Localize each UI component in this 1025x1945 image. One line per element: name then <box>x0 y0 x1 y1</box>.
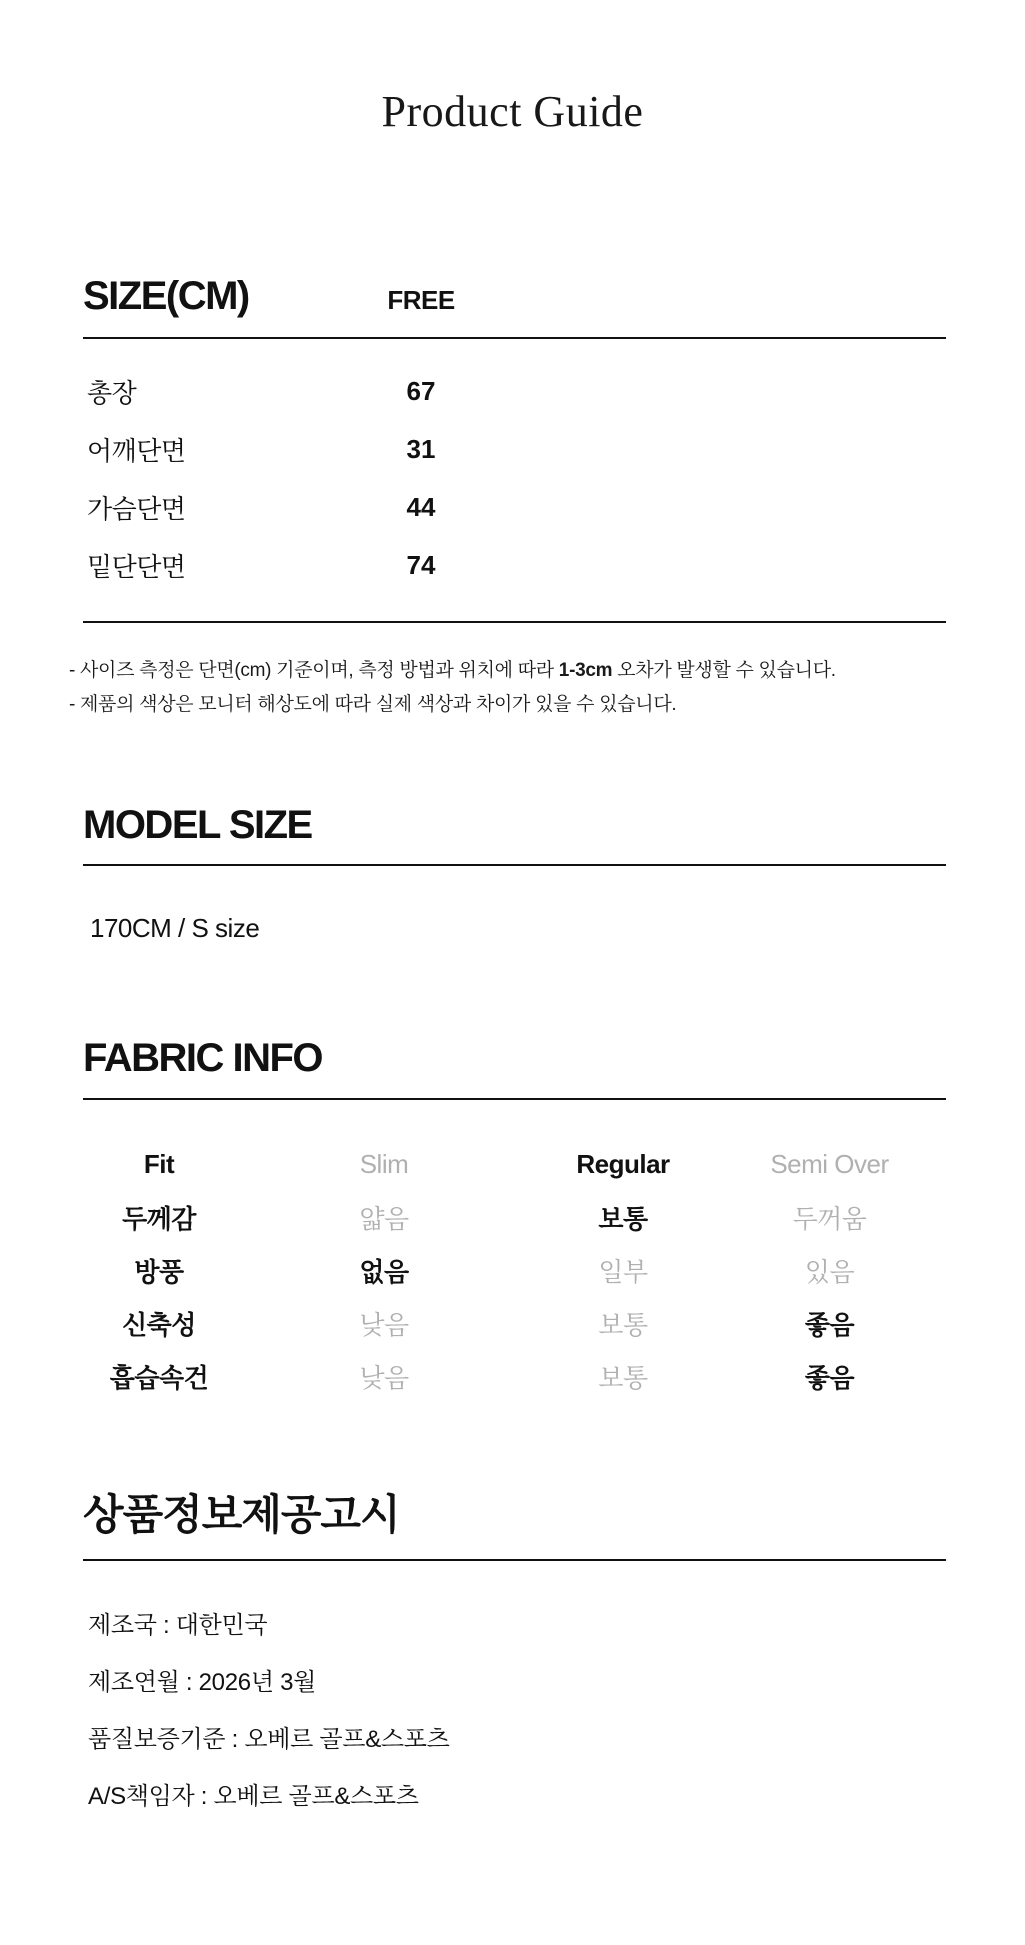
size-row-value: 31 <box>406 434 436 465</box>
table-row <box>83 479 946 537</box>
model-size-heading: MODEL SIZE <box>83 802 312 847</box>
note-line <box>69 654 946 688</box>
size-row-label: 밑단단면 <box>87 552 186 583</box>
fabric-cell: 보통 <box>598 1362 648 1393</box>
size-column-header: FREE <box>387 284 455 315</box>
fabric-row <box>83 1297 946 1350</box>
model-size-value: 170CM / S size <box>90 912 260 943</box>
divider <box>83 1559 946 1561</box>
fabric-row <box>83 1350 946 1403</box>
table-row <box>83 363 946 421</box>
divider <box>83 1098 946 1100</box>
model-size-section <box>83 802 946 943</box>
fabric-cell: 두꺼움 <box>792 1203 867 1234</box>
fabric-row-label: 신축성 <box>122 1309 196 1340</box>
size-row-value: 74 <box>406 550 436 581</box>
fabric-cell: 일부 <box>598 1256 648 1287</box>
product-info-list <box>83 1611 946 1812</box>
fabric-row <box>83 1138 946 1191</box>
page-title: Product Guide <box>381 87 644 136</box>
fabric-row-label: Fit <box>143 1148 175 1179</box>
note-text-bold: 1-3cm <box>558 659 613 681</box>
note-text: 오차가 발생할 수 있습니다. <box>612 659 836 681</box>
product-info-item: 제조국 : 대한민국 <box>88 1611 268 1639</box>
fabric-row <box>83 1191 946 1244</box>
divider <box>83 864 946 866</box>
fabric-cell: 낮음 <box>359 1362 409 1393</box>
fabric-cell: 보통 <box>598 1203 648 1234</box>
product-info-item: 품질보증기준 : 오베르 골프&스포츠 <box>88 1725 450 1753</box>
size-notes <box>69 654 946 722</box>
divider <box>83 621 946 623</box>
size-heading: SIZE(CM) <box>83 273 249 318</box>
fabric-info-section <box>83 1035 946 1403</box>
size-row-label: 총장 <box>87 378 137 409</box>
size-row-value: 44 <box>406 492 436 523</box>
fabric-info-heading: FABRIC INFO <box>83 1035 323 1080</box>
fabric-cell: 얇음 <box>359 1203 409 1234</box>
fabric-cell: Regular <box>576 1148 670 1179</box>
fabric-cell: 있음 <box>804 1256 855 1287</box>
size-row-label: 어깨단면 <box>87 436 186 467</box>
fabric-cell: 낮음 <box>359 1309 409 1340</box>
fabric-cell: 보통 <box>598 1309 648 1340</box>
fabric-row <box>83 1244 946 1297</box>
fabric-cell: 좋음 <box>804 1309 855 1340</box>
size-table-header <box>83 273 946 319</box>
content <box>69 273 946 1812</box>
size-table <box>83 363 946 595</box>
fabric-row-label: 방풍 <box>134 1256 184 1287</box>
fabric-cell: 좋음 <box>804 1362 855 1393</box>
table-row <box>83 537 946 595</box>
note-line: - 제품의 색상은 모니터 해상도에 따라 실제 색상과 차이가 있을 수 있습니다. <box>69 693 677 715</box>
product-info-item: A/S책임자 : 오베르 골프&스포츠 <box>88 1782 419 1810</box>
fabric-cell: 없음 <box>359 1256 409 1287</box>
fabric-row-label: 흡습속건 <box>109 1362 209 1393</box>
fabric-cell: Semi Over <box>770 1148 889 1179</box>
note-text: - 사이즈 측정은 단면(cm) 기준이며, 측정 방법과 위치에 따라 <box>69 659 559 681</box>
divider <box>83 337 946 339</box>
fabric-row-label: 두께감 <box>122 1203 196 1234</box>
size-row-label: 가슴단면 <box>87 494 186 525</box>
fabric-cell: Slim <box>359 1148 409 1179</box>
product-info-item: 제조연월 : 2026년 3월 <box>88 1668 317 1696</box>
size-section <box>69 273 946 722</box>
size-row-value: 67 <box>406 376 436 407</box>
product-info-heading: 상품정보제공고시 <box>83 1490 400 1538</box>
table-row <box>83 421 946 479</box>
product-info-section <box>83 1490 946 1812</box>
fabric-table <box>83 1138 946 1403</box>
